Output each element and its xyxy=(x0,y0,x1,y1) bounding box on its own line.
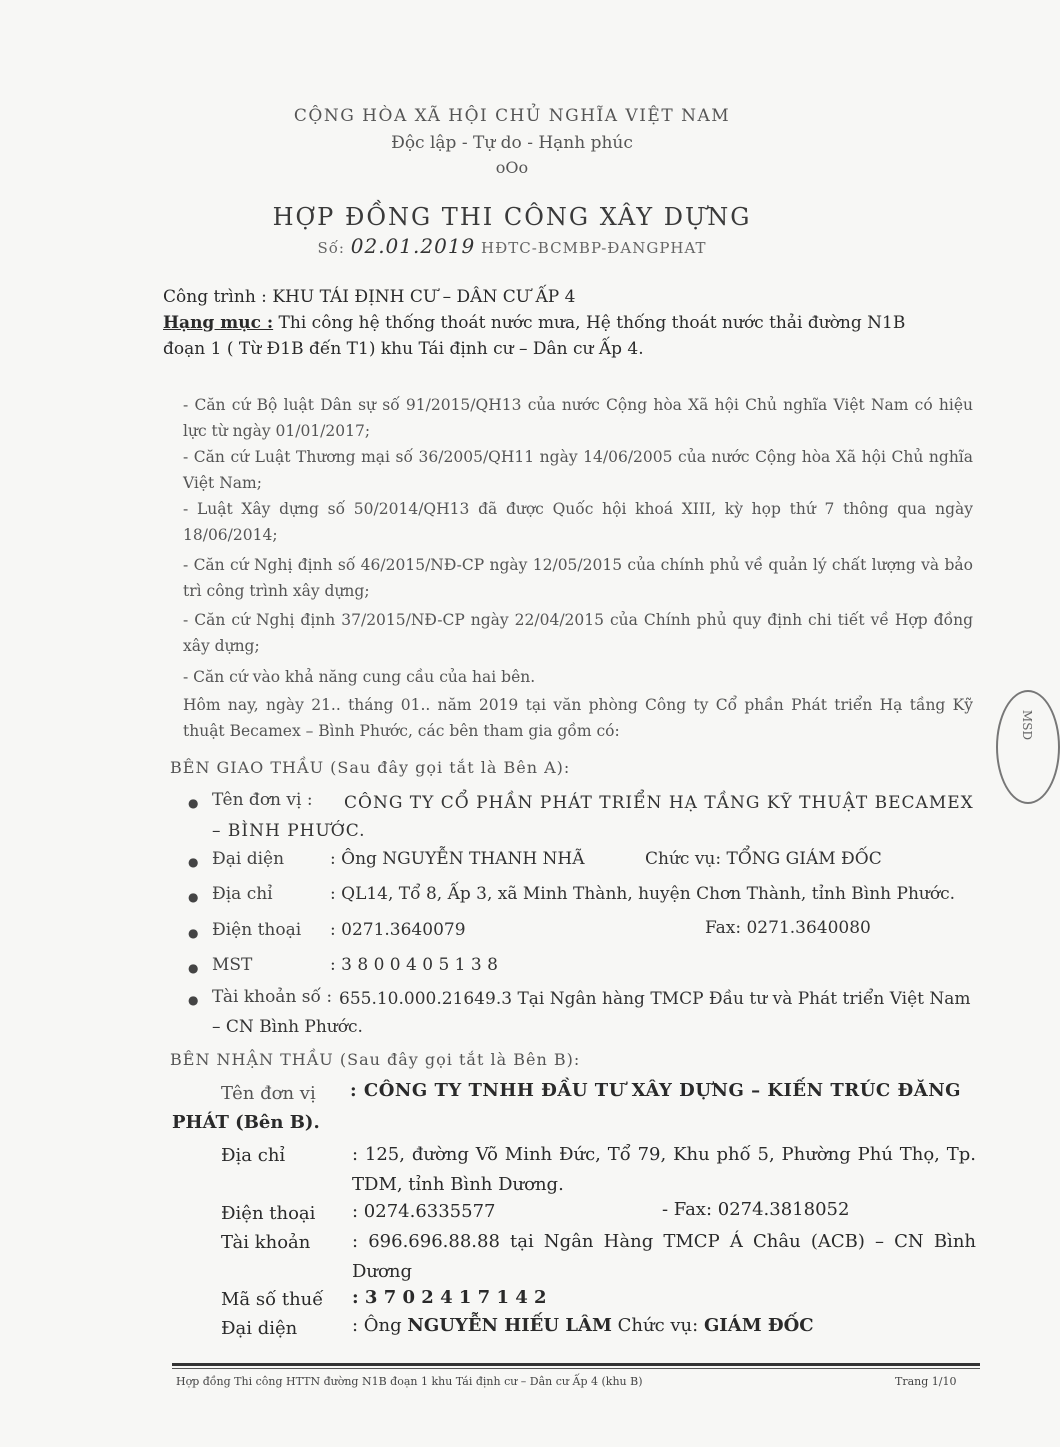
party-b-rep-name: NGUYỄN HIẾU LÂM xyxy=(407,1315,612,1336)
legal-basis-5: - Căn cứ Nghị định 37/2015/NĐ-CP ngày 22/04/2015 của Chính phủ quy định chi tiết về Hợp đồng xây dựng; xyxy=(183,611,973,655)
party-b-name-line-2: PHÁT (Bên B). xyxy=(172,1112,320,1133)
party-b-rep-line xyxy=(352,1315,814,1336)
party-a-position: Chức vụ: TỔNG GIÁM ĐỐC xyxy=(645,849,882,869)
national-motto: Độc lập - Tự do - Hạnh phúc xyxy=(391,133,633,153)
legal-basis-4: - Căn cứ Nghị định số 46/2015/NĐ-CP ngày 12/05/2015 của chính phủ về quản lý chất lượng và bảo trì công trình xây dựng; xyxy=(183,556,973,600)
party-a-tax: : 3 8 0 0 4 0 5 1 3 8 xyxy=(330,955,498,975)
party-b-fax: - Fax: 0274.3818052 xyxy=(662,1199,850,1220)
party-b-address-label: Địa chỉ xyxy=(221,1145,286,1166)
party-a-address-label: Địa chỉ xyxy=(212,884,273,904)
footer-rule-thin xyxy=(172,1368,980,1369)
party-a-rep: : Ông NGUYỄN THANH NHÃ xyxy=(330,849,585,869)
party-a-phone-label: Điện thoại xyxy=(212,920,302,940)
party-b-position-label: Chức vụ: xyxy=(617,1315,699,1336)
national-title: CỘNG HÒA XÃ HỘI CHỦ NGHĨA VIỆT NAM xyxy=(293,106,731,126)
project-label: Công trình : xyxy=(163,287,267,307)
ornament: oOo xyxy=(495,158,529,177)
party-b-name-line-1: : CÔNG TY TNHH ĐẦU TƯ XÂY DỰNG – KIẾN TRÚC ĐĂNG xyxy=(350,1080,962,1101)
party-b-heading: BÊN NHẬN THẦU (Sau đây gọi tắt là Bên B): xyxy=(170,1050,581,1069)
legal-basis-6: - Căn cứ vào khả năng cung cầu của hai bên. xyxy=(183,668,536,686)
party-b-position: GIÁM ĐỐC xyxy=(703,1315,814,1336)
party-b-account-label: Tài khoản xyxy=(221,1232,311,1253)
party-b-tax-label: Mã số thuế xyxy=(221,1289,324,1310)
bullet-icon: ● xyxy=(188,961,199,975)
project-line xyxy=(163,287,575,307)
party-a-name: CÔNG TY CỔ PHẦN PHÁT TRIỂN HẠ TẦNG KỸ THUẬT BECAMEX – BÌNH PHƯỚC. xyxy=(212,793,974,841)
stamp-icon xyxy=(996,690,1060,804)
party-a-name-label: Tên đơn vị : xyxy=(212,790,313,810)
party-a-heading: BÊN GIAO THẦU (Sau đây gọi tắt là Bên A): xyxy=(170,758,571,777)
page-number: Trang 1/10 xyxy=(895,1375,957,1388)
contract-title: HỢP ĐỒNG THI CÔNG XÂY DỰNG xyxy=(272,203,752,231)
party-a-phone: : 0271.3640079 xyxy=(330,920,466,940)
stamp-text: MSD xyxy=(1020,709,1035,741)
legal-basis-1: - Căn cứ Bộ luật Dân sự số 91/2015/QH13 của nước Cộng hòa Xã hội Chủ nghĩa Việt Nam có hiệu lực từ ngày 01/01/2017; xyxy=(183,396,973,440)
contract-number xyxy=(0,234,1024,258)
item-line-1 xyxy=(163,313,905,333)
legal-basis-2: - Căn cứ Luật Thương mại số 36/2005/QH11 ngày 14/06/2005 của nước Cộng hòa Xã hội Chủ nghĩa Việt Nam; xyxy=(183,448,973,492)
party-b-rep-prefix: : Ông xyxy=(352,1315,402,1336)
contract-number-prefix: Số: xyxy=(317,239,345,257)
bullet-icon: ● xyxy=(188,926,199,940)
footer-text: Hợp đồng Thi công HTTN đường N1B đoạn 1 khu Tái định cư – Dân cư Ấp 4 (khu B) xyxy=(176,1375,643,1388)
party-b-phone: : 0274.6335577 xyxy=(352,1201,496,1222)
party-a-rep-label: Đại diện xyxy=(212,849,285,869)
bullet-icon: ● xyxy=(188,890,199,904)
bullet-icon: ● xyxy=(188,855,199,869)
item-line-2: đoạn 1 ( Từ Đ1B đến T1) khu Tái định cư – Dân cư Ấp 4. xyxy=(163,339,644,359)
party-b-address: : 125, đường Võ Minh Đức, Tổ 79, Khu phố 5, Phường Phú Thọ, Tp. TDM, tỉnh Bình Dương. xyxy=(352,1144,976,1195)
party-a-account: 655.10.000.21649.3 Tại Ngân hàng TMCP Đầu tư và Phát triển Việt Nam – CN Bình Phước. xyxy=(212,989,971,1037)
party-a-address: : QL14, Tổ 8, Ấp 3, xã Minh Thành, huyện Chơn Thành, tỉnh Bình Phước. xyxy=(330,884,956,904)
party-a-tax-label: MST xyxy=(212,955,253,975)
bullet-icon: ● xyxy=(188,993,199,1007)
bullet-icon: ● xyxy=(188,796,199,810)
project-name: KHU TÁI ĐỊNH CƯ – DÂN CƯ ẤP 4 xyxy=(272,287,576,307)
contract-number-handwritten: 02.01.2019 xyxy=(350,234,476,258)
item-label: Hạng mục : xyxy=(163,313,274,333)
party-b-phone-label: Điện thoại xyxy=(221,1203,316,1224)
legal-basis-3: - Luật Xây dựng số 50/2014/QH13 đã được Quốc hội khoá XIII, kỳ họp thứ 7 thông qua ngày 18/06/2014; xyxy=(183,500,973,544)
contract-number-suffix: HĐTC-BCMBP-ĐANGPHAT xyxy=(481,239,707,257)
party-b-name-label: Tên đơn vị xyxy=(221,1083,316,1104)
party-b-tax: : 3 7 0 2 4 1 7 1 4 2 xyxy=(352,1287,547,1308)
party-a-fax: Fax: 0271.3640080 xyxy=(705,918,871,938)
footer-rule-thick xyxy=(172,1363,980,1366)
party-b-rep-label: Đại diện xyxy=(221,1318,298,1339)
party-a-account-label: Tài khoản số : xyxy=(212,987,333,1007)
item-text-1: Thi công hệ thống thoát nước mưa, Hệ thống thoát nước thải đường N1B xyxy=(278,313,906,333)
intro-paragraph: Hôm nay, ngày 21.. tháng 01.. năm 2019 tại văn phòng Công ty Cổ phần Phát triển Hạ tầng Kỹ thuật Becamex – Bình Phước, các bên tham gia gồm có: xyxy=(183,696,973,740)
party-b-account: : 696.696.88.88 tại Ngân Hàng TMCP Á Châu (ACB) – CN Bình Dương xyxy=(352,1231,976,1282)
